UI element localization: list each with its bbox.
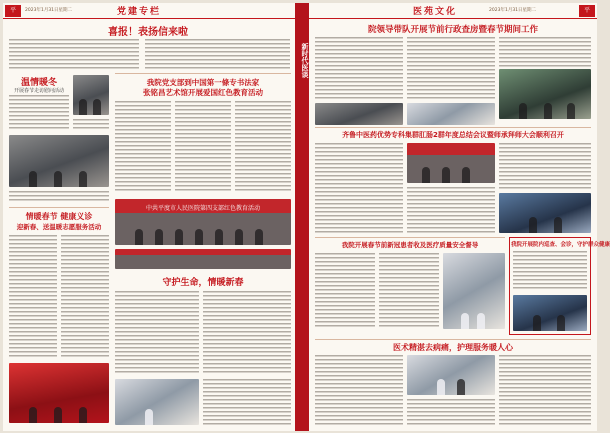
photo xyxy=(73,75,109,115)
article-title: 温情暖冬 xyxy=(20,78,57,88)
article-body xyxy=(115,101,171,193)
article-body xyxy=(315,253,375,329)
newspaper-logo-icon: 平 xyxy=(5,5,21,17)
photo xyxy=(513,295,587,331)
article-body xyxy=(315,37,403,101)
article-title: 守护生命，情暖新春 xyxy=(162,278,244,288)
article-body xyxy=(175,101,231,193)
article-body xyxy=(145,39,290,69)
article-body xyxy=(315,355,403,425)
article-body xyxy=(203,379,291,425)
article-title: 我院开展院内巡查、会诊，守护群众健康 xyxy=(511,242,610,248)
article-subtitle: 开展春节走访慰问活动 xyxy=(13,88,64,94)
article-body xyxy=(499,355,591,425)
article-body xyxy=(499,143,591,191)
article-title: 我院开展春节前新冠患者收及医疗质量安全督导 xyxy=(341,241,479,249)
article-title: 医术精湛去病痛，护理服务暖人心 xyxy=(393,343,513,352)
article-title: 我院党支部到中国第一條专书法家 xyxy=(146,78,260,87)
article-title-line2: 张铭昌艺术馆开展爱国红色教育活动 xyxy=(143,88,263,97)
article-body xyxy=(9,95,69,131)
article-title-line2: 迎新春、送温暖志愿服务活动 xyxy=(16,223,102,231)
right-running-head xyxy=(309,3,597,19)
photo xyxy=(407,143,495,183)
right-page xyxy=(309,3,610,431)
article-body xyxy=(9,39,139,69)
photo xyxy=(115,379,199,425)
newspaper-logo-icon: 平 xyxy=(579,5,595,17)
right-date: 2023年1月31日星期二 xyxy=(489,8,537,13)
spine-title: 新时代医谈 xyxy=(301,43,309,78)
center-spine xyxy=(295,3,309,431)
article-body xyxy=(379,253,439,329)
left-page xyxy=(3,3,295,431)
photo xyxy=(115,249,291,269)
photo xyxy=(443,253,505,329)
article-body xyxy=(61,235,109,359)
article-title: 院领导带队开展节前行政查房暨春节期间工作 xyxy=(367,25,538,35)
article-body xyxy=(235,101,291,193)
article-body xyxy=(407,187,495,233)
article-body xyxy=(407,37,495,101)
article-body xyxy=(9,191,109,203)
article-body xyxy=(115,291,199,375)
article-title: 喜报！表扬信来啦 xyxy=(108,27,188,38)
photo xyxy=(315,103,403,125)
article-body xyxy=(513,251,587,291)
article-body xyxy=(407,399,495,425)
right-section-title: 医苑文化 xyxy=(413,7,458,17)
article-title: 情暖春节 健康义诊 xyxy=(25,212,93,221)
article-body xyxy=(203,291,291,375)
article-body xyxy=(499,37,591,67)
left-running-head xyxy=(3,3,295,19)
article-title: 齐鲁中医药优势专科集群肛肠2群年度总结会议暨师承拜师大会顺利召开 xyxy=(342,131,564,139)
article-body xyxy=(9,235,57,359)
photo xyxy=(115,199,291,245)
photo xyxy=(407,103,495,125)
photo xyxy=(499,193,591,233)
photo-banner-text: 中共平度市人民医院第四支部红色教育活动 xyxy=(145,205,260,212)
photo xyxy=(407,355,495,395)
article-body xyxy=(73,119,109,131)
left-section-title: 党建专栏 xyxy=(117,7,162,17)
photo xyxy=(499,69,591,119)
left-date: 2023年1月31日星期二 xyxy=(25,8,73,13)
photo xyxy=(9,135,109,187)
article-body xyxy=(315,143,403,233)
photo xyxy=(9,363,109,423)
